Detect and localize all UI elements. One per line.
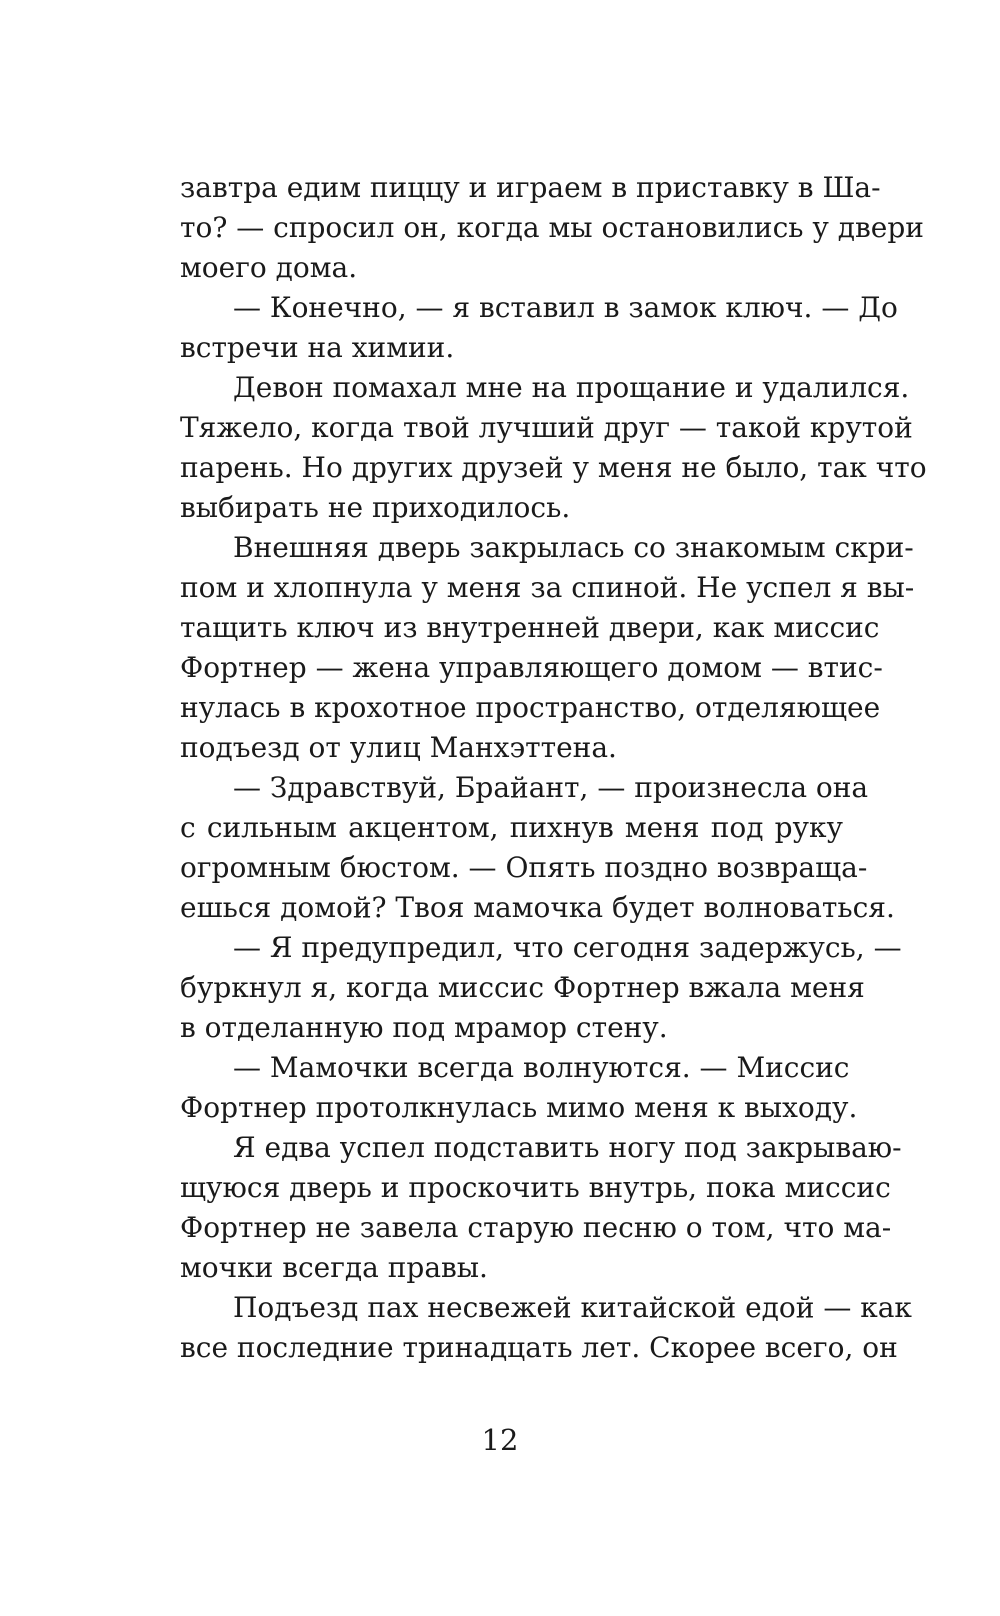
text-line: — Мамочки всегда волнуются. — Миссис xyxy=(233,1051,850,1084)
body-text xyxy=(180,168,927,1368)
text-line: мочки всегда правы. xyxy=(180,1251,488,1284)
text-line: выбирать не приходилось. xyxy=(180,491,571,524)
text-line: Подъезд пах несвежей китайской едой — как xyxy=(233,1291,912,1324)
text-line: — Здравствуй, Брайант, — произнесла она xyxy=(233,771,869,804)
text-line: огромным бюстом. — Опять поздно возвраща- xyxy=(180,851,868,884)
text-line: подъезд от улиц Манхэттена. xyxy=(180,731,617,764)
text-line: Фортнер не завела старую песню о том, что ма- xyxy=(180,1211,892,1244)
text-line: нулась в крохотное пространство, отделяющее xyxy=(180,691,881,724)
text-line: Внешняя дверь закрылась со знакомым скри- xyxy=(233,531,914,564)
text-line: Фортнер — жена управляющего домом — втис- xyxy=(180,651,883,684)
text-line: моего дома. xyxy=(180,251,358,284)
text-line: завтра едим пиццу и играем в приставку в Ша- xyxy=(180,171,881,204)
text-line: — Я предупредил, что сегодня задержусь, — xyxy=(233,931,902,964)
text-line: встречи на химии. xyxy=(180,331,455,364)
text-line: все последние тринадцать лет. Скорее всего, он xyxy=(180,1331,898,1364)
text-line: Я едва успел подставить ногу под закрываю- xyxy=(233,1131,902,1164)
text-line: Девон помахал мне на прощание и удалился. xyxy=(233,371,910,404)
text-line: в отделанную под мрамор стену. xyxy=(180,1011,668,1044)
text-line: то? — спросил он, когда мы остановились у двери xyxy=(180,211,924,244)
text-line: с сильным акцентом, пихнув меня под руку xyxy=(180,811,843,844)
page-number: 12 xyxy=(481,1423,519,1457)
text-line: буркнул я, когда миссис Фортнер вжала меня xyxy=(180,971,865,1004)
text-line: ешься домой? Твоя мамочка будет волноваться. xyxy=(180,891,895,924)
text-line: — Конечно, — я вставил в замок ключ. — До xyxy=(233,291,898,324)
text-line: пом и хлопнула у меня за спиной. Не успел я вы- xyxy=(180,571,915,604)
text-line: парень. Но других друзей у меня не было, так что xyxy=(180,451,927,484)
text-line: Тяжело, когда твой лучший друг — такой крутой xyxy=(180,411,913,444)
text-line: тащить ключ из внутренней двери, как миссис xyxy=(180,611,880,644)
text-line: Фортнер протолкнулась мимо меня к выходу. xyxy=(180,1091,858,1124)
text-line: щуюся дверь и проскочить внутрь, пока миссис xyxy=(180,1171,891,1204)
